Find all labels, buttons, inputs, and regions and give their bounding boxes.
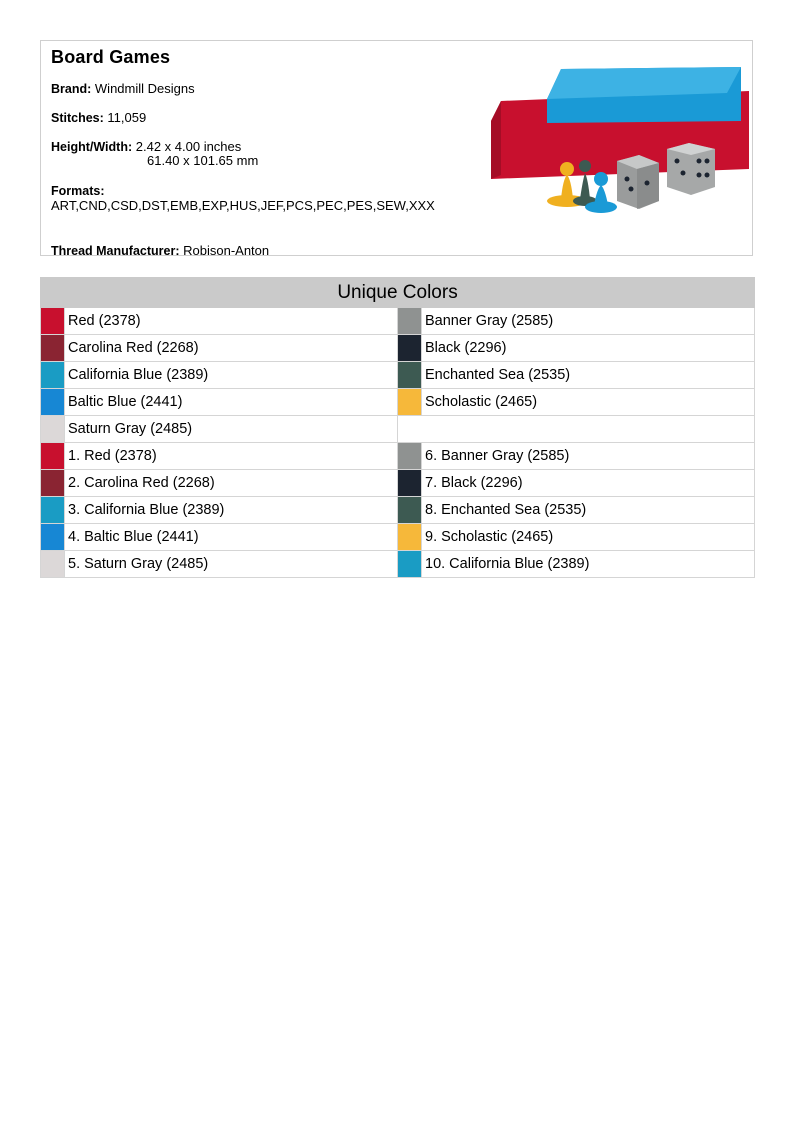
sequence-color-row [41,497,755,524]
color-swatch [41,524,65,550]
brand-label: Brand: [51,82,92,96]
thread-value: Robison-Anton [183,243,270,258]
color-name: 10. California Blue (2389) [422,551,755,578]
unique-color-row [41,362,755,389]
size-row [51,139,259,168]
color-name: 8. Enchanted Sea (2535) [422,497,755,524]
color-name: Red (2378) [65,308,398,335]
color-swatch [398,470,422,496]
color-swatch [41,551,65,577]
color-swatch [41,416,65,442]
unique-color-row [41,389,755,416]
color-name: Saturn Gray (2485) [65,416,398,443]
color-swatch [398,524,422,550]
color-name: 2. Carolina Red (2268) [65,470,398,497]
color-swatch [398,308,422,334]
color-name: 5. Saturn Gray (2485) [65,551,398,578]
color-name: Baltic Blue (2441) [65,389,398,416]
color-swatch [41,335,65,361]
color-swatch [41,389,65,415]
color-swatch [398,551,422,577]
color-swatch-cell [398,308,422,335]
color-name: Scholastic (2465) [422,389,755,416]
thread-label: Thread Manufacturer: [51,244,180,258]
color-swatch [398,335,422,361]
color-swatch [398,443,422,469]
color-swatch-cell [41,389,65,416]
color-swatch-cell [398,443,422,470]
stitches-row [51,110,146,125]
color-swatch-cell [41,362,65,389]
color-name: Banner Gray (2585) [422,308,755,335]
sequence-color-row [41,551,755,578]
design-title: Board Games [51,47,171,67]
color-swatch-cell [41,524,65,551]
color-swatch [41,443,65,469]
stitches-label: Stitches: [51,111,104,125]
color-swatch [41,470,65,496]
unique-color-row [41,308,755,335]
color-swatch [398,389,422,415]
stitches-value: 11,059 [107,110,147,125]
sequence-color-row [41,470,755,497]
color-swatch [398,497,422,523]
color-swatch [41,308,65,334]
board-games-embroidery-image [487,51,749,223]
color-swatch [41,497,65,523]
empty-cell [398,416,755,443]
color-swatch-cell [41,335,65,362]
color-swatch [398,362,422,388]
color-name: Carolina Red (2268) [65,335,398,362]
color-swatch-cell [41,470,65,497]
unique-colors-heading: Unique Colors [41,278,755,308]
formats-label: Formats: [51,184,105,198]
unique-color-row [41,416,755,443]
color-swatch-cell [41,443,65,470]
color-name: 4. Baltic Blue (2441) [65,524,398,551]
color-swatch-cell [398,551,422,578]
sequence-color-row [41,524,755,551]
size-inches: 2.42 x 4.00 inches [135,139,242,154]
color-swatch-cell [41,308,65,335]
color-name: 6. Banner Gray (2585) [422,443,755,470]
color-swatch-cell [398,389,422,416]
color-swatch-cell [398,524,422,551]
color-swatch-cell [398,497,422,524]
color-name: California Blue (2389) [65,362,398,389]
colors-table-body [41,308,755,578]
color-swatch-cell [398,362,422,389]
color-swatch-cell [41,551,65,578]
design-info-card [40,40,753,256]
color-name: Black (2296) [422,335,755,362]
color-swatch-cell [41,497,65,524]
color-swatch [41,362,65,388]
color-swatch-cell [41,416,65,443]
color-name: Enchanted Sea (2535) [422,362,755,389]
formats-value: ART,CND,CSD,DST,EMB,EXP,HUS,JEF,PCS,PEC,PES,SEW,XXX [51,198,435,213]
size-label: Height/Width: [51,140,133,154]
brand-row [51,81,195,96]
sequence-color-row [41,443,755,470]
unique-color-row [41,335,755,362]
color-swatch-cell [398,470,422,497]
color-name: 3. California Blue (2389) [65,497,398,524]
color-name: 1. Red (2378) [65,443,398,470]
color-name: 9. Scholastic (2465) [422,524,755,551]
size-mm: 61.40 x 101.65 mm [147,153,259,168]
brand-value: Windmill Designs [94,81,195,96]
thread-row [51,243,269,258]
color-name: 7. Black (2296) [422,470,755,497]
colors-table [40,277,755,578]
color-swatch-cell [398,335,422,362]
